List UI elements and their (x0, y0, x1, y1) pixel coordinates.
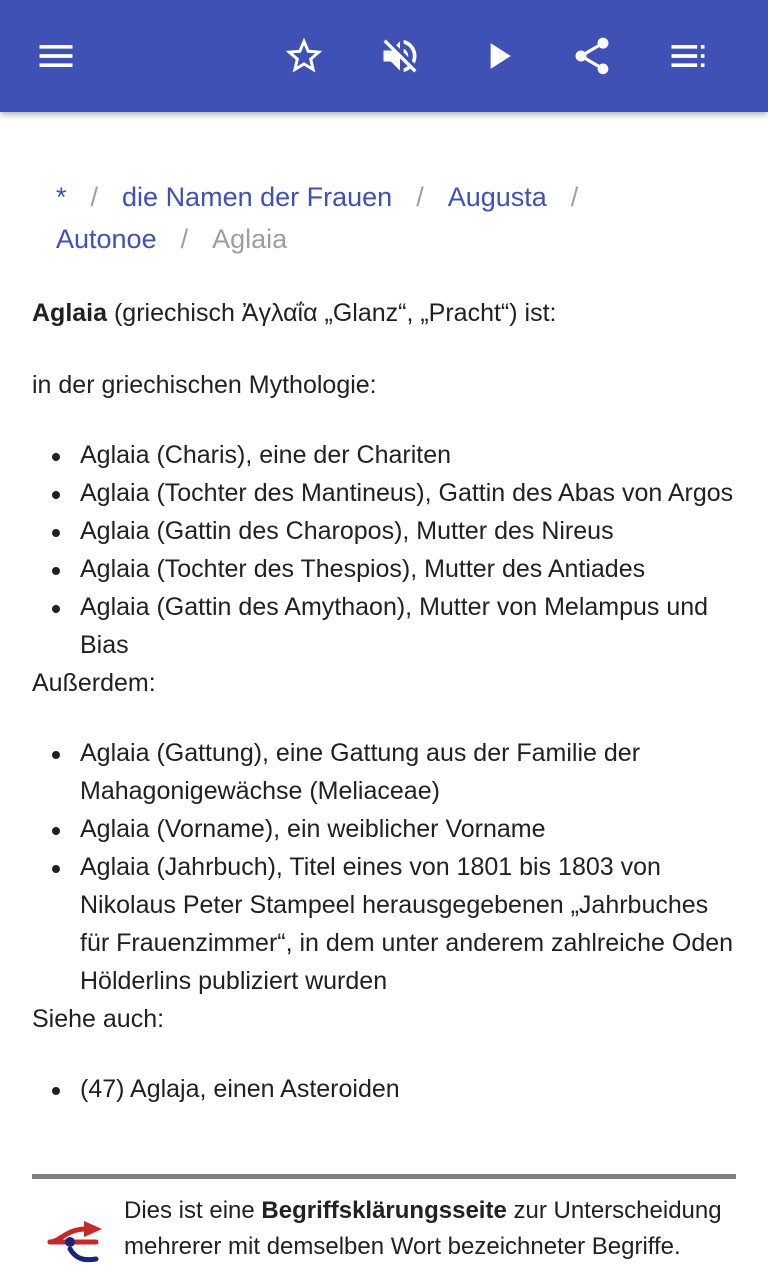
disambiguation-text (124, 1193, 736, 1265)
disambiguation-link[interactable]: Begriffsklärungsseite (261, 1197, 507, 1224)
list-item[interactable]: Aglaia (Gattin des Amythaon), Mutter von Melampus und Bias (32, 588, 736, 664)
other-meanings-list (32, 734, 736, 1000)
list-item[interactable]: Aglaia (Charis), eine der Chariten (32, 436, 736, 474)
breadcrumb (32, 176, 736, 260)
contents-button[interactable] (660, 28, 716, 84)
breadcrumb-current: Aglaia (212, 224, 288, 254)
section-heading-mythology: in der griechischen Mythologie: (32, 371, 377, 399)
breadcrumb-item-autonoe[interactable]: Autonoe (56, 224, 157, 254)
play-icon (476, 34, 520, 78)
section-heading-see-also: Siehe auch: (32, 1005, 165, 1033)
menu-button[interactable] (28, 28, 84, 84)
menu-icon (34, 34, 78, 78)
breadcrumb-separator: / (570, 182, 579, 212)
intro-paragraph (32, 294, 736, 332)
disambiguation-suffix: zur Unterscheidung mehrerer mit demselben Wort bezeichneter Begriffe. (124, 1197, 722, 1260)
breadcrumb-separator: / (416, 182, 424, 212)
intro-text: (griechisch Ἀγλαΐα „Glanz“, „Pracht“) ist: (107, 299, 557, 327)
playlist-icon (666, 34, 710, 78)
share-icon (570, 34, 614, 78)
breadcrumb-item-root[interactable]: * (56, 182, 67, 212)
list-item[interactable]: Aglaia (Jahrbuch), Titel eines von 1801 bis 1803 von Nikolaus Peter Stampeel herausgegebenen „Jahrbuches für Frauenzimmer“, in dem unter anderem zahlreiche Oden Hölderlins publiziert wurden (32, 848, 736, 1000)
list-item[interactable]: Aglaia (Gattung), eine Gattung aus der Familie der Mahagonigewächse (Meliaceae) (32, 734, 736, 810)
breadcrumb-separator: / (180, 224, 189, 254)
share-button[interactable] (564, 28, 620, 84)
play-button[interactable] (470, 28, 526, 84)
star-icon (282, 34, 326, 78)
list-item[interactable]: (47) Aglaja, einen Asteroiden (32, 1070, 736, 1108)
see-also-list (32, 1070, 736, 1108)
article-content (32, 176, 736, 1108)
intro-term: Aglaia (32, 299, 108, 327)
app-toolbar (0, 0, 768, 112)
volume-off-icon (378, 34, 422, 78)
list-item[interactable]: Aglaia (Gattin des Charopos), Mutter des Nireus (32, 512, 736, 550)
mythology-list (32, 436, 736, 664)
mute-button[interactable] (372, 28, 428, 84)
list-item[interactable]: Aglaia (Vorname), ein weiblicher Vorname (32, 810, 736, 848)
disambiguation-icon (46, 1219, 106, 1265)
list-item[interactable]: Aglaia (Tochter des Thespios), Mutter des Antiades (32, 550, 736, 588)
list-item[interactable]: Aglaia (Tochter des Mantineus), Gattin des Abas von Argos (32, 474, 736, 512)
bookmark-button[interactable] (276, 28, 332, 84)
divider (32, 1174, 736, 1179)
breadcrumb-separator: / (90, 182, 99, 212)
disambiguation-prefix: Dies ist eine (124, 1197, 262, 1224)
breadcrumb-item-names-of-women[interactable]: die Namen der Frauen (122, 182, 393, 212)
section-heading-ausserdem: Außerdem: (32, 669, 156, 697)
breadcrumb-item-augusta[interactable]: Augusta (447, 182, 547, 212)
